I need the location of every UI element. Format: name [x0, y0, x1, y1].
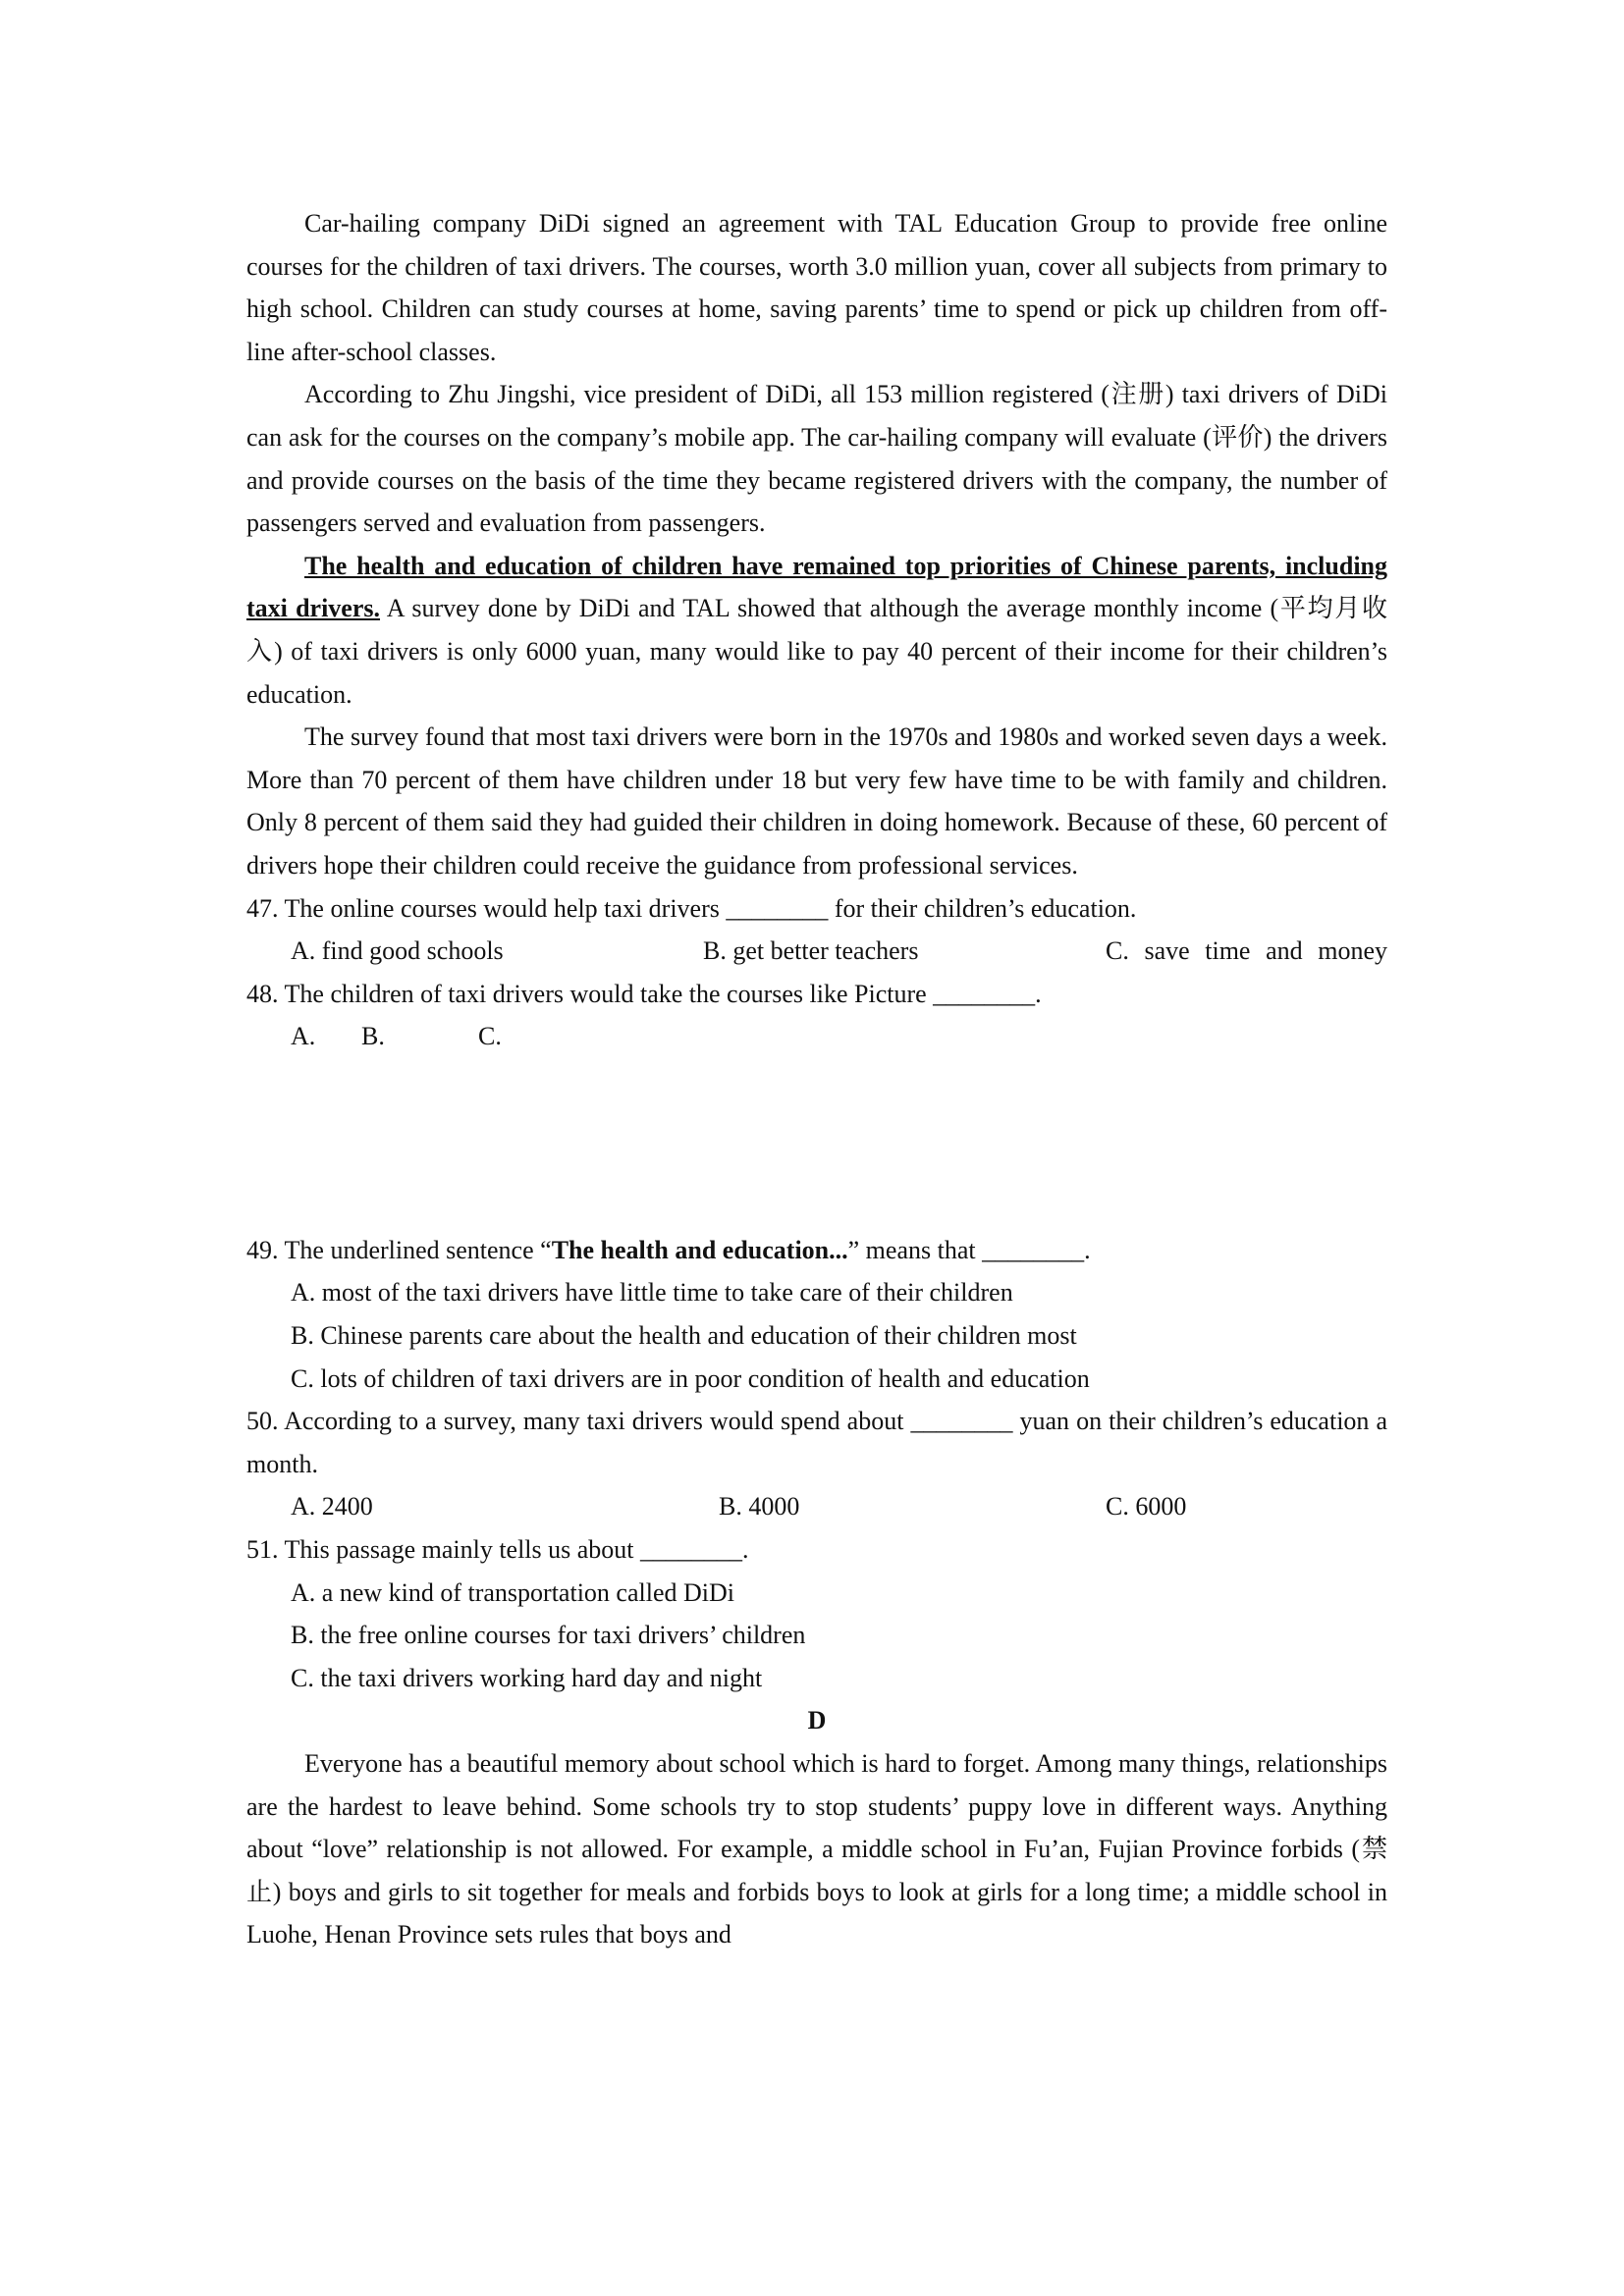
question-49-option-b: B. Chinese parents care about the health and education of their children most	[291, 1321, 1077, 1351]
passage-c-paragraph-1: Car-hailing company DiDi signed an agreement with TAL Education Group to provide free online courses for the children of taxi drivers. The courses, worth 3.0 million yuan, cover all subjects from primary to high school. Children can study courses at home, saving parents’ time to spend or pick up children from off-line after-school classes.	[246, 209, 1387, 366]
question-47-option-c: C. save time and money	[1106, 936, 1387, 966]
question-48-option-a: A.	[291, 1022, 316, 1051]
question-51-option-b: B. the free online courses for taxi drivers’ children	[291, 1621, 806, 1650]
passage-c-paragraph-2: According to Zhu Jingshi, vice president of DiDi, all 153 million registered (注册) taxi drivers of DiDi can ask for the courses on the company’s mobile app. The car-hailing company will evaluate (评价) the drivers and provide courses on the basis of the time they became registered drivers with the company, the number of passengers served and evaluation from passengers.	[246, 380, 1387, 538]
question-51-stem: 51. This passage mainly tells us about ________.	[246, 1535, 749, 1565]
question-50-option-c: C. 6000	[1106, 1492, 1187, 1522]
document-page	[246, 202, 1387, 1956]
question-47-option-a: A. find good schools	[291, 936, 504, 966]
question-49-option-a: A. most of the taxi drivers have little time to take care of their children	[291, 1278, 1013, 1308]
passage-c-paragraph-4: The survey found that most taxi drivers were born in the 1970s and 1980s and worked seven days a week. More than 70 percent of them have children under 18 but very few have time to be with family and children. Only 8 percent of them said they had guided their children in doing homework. Because of these, 60 percent of drivers hope their children could receive the guidance from professional services.	[246, 722, 1387, 880]
passage-d-heading: D	[807, 1706, 827, 1735]
question-50-stem: 50. According to a survey, many taxi drivers would spend about ________ yuan on their children’s education a month.	[246, 1407, 1387, 1478]
underlined-sentence: The health and education of children have remained top priorities of Chinese parents, including taxi drivers.	[246, 551, 1387, 623]
question-49-stem-bold: The health and education...	[551, 1235, 848, 1264]
question-49-option-c: C. lots of children of taxi drivers are in poor condition of health and education	[291, 1363, 1090, 1393]
question-48-option-c: C.	[478, 1022, 502, 1051]
passage-c-paragraph-3	[246, 545, 1387, 716]
question-50-option-a: A. 2400	[291, 1492, 373, 1522]
question-49-stem-post: ” means that ________.	[847, 1235, 1091, 1264]
question-49-stem-pre: 49. The underlined sentence “	[246, 1235, 552, 1264]
question-50-options	[246, 1485, 1387, 1528]
picture-area	[246, 1058, 1387, 1229]
question-48-option-b: B.	[361, 1022, 385, 1051]
question-48-stem: 48. The children of taxi drivers would take the courses like Picture ________.	[246, 979, 1042, 1008]
paragraph-3-rest: A survey done by DiDi and TAL showed that although the average monthly income (平均月收入) of taxi drivers is only 6000 yuan, many would like to pay 40 percent of their income for their children’s education.	[246, 594, 1387, 709]
question-47-stem: 47. The online courses would help taxi drivers ________ for their children’s education.	[246, 893, 1137, 923]
question-50-option-b: B. 4000	[719, 1492, 800, 1522]
question-47-option-b: B. get better teachers	[703, 936, 919, 966]
passage-d-paragraph-1: Everyone has a beautiful memory about school which is hard to forget. Among many things, relationships are the hardest to leave behind. Some schools try to stop students’ puppy love in different ways. Anything about “love” relationship is not allowed. For example, a middle school in Fu’an, Fujian Province forbids (禁止) boys and girls to sit together for meals and forbids boys to look at girls for a long time; a middle school in Luohe, Henan Province sets rules that boys and	[246, 1749, 1387, 1949]
question-47-options	[246, 930, 1387, 973]
question-51-option-c: C. the taxi drivers working hard day and night	[291, 1663, 763, 1692]
question-48-options	[246, 1015, 1387, 1058]
question-49-stem	[246, 1229, 1387, 1272]
question-51-option-a: A. a new kind of transportation called DiDi	[291, 1577, 734, 1607]
